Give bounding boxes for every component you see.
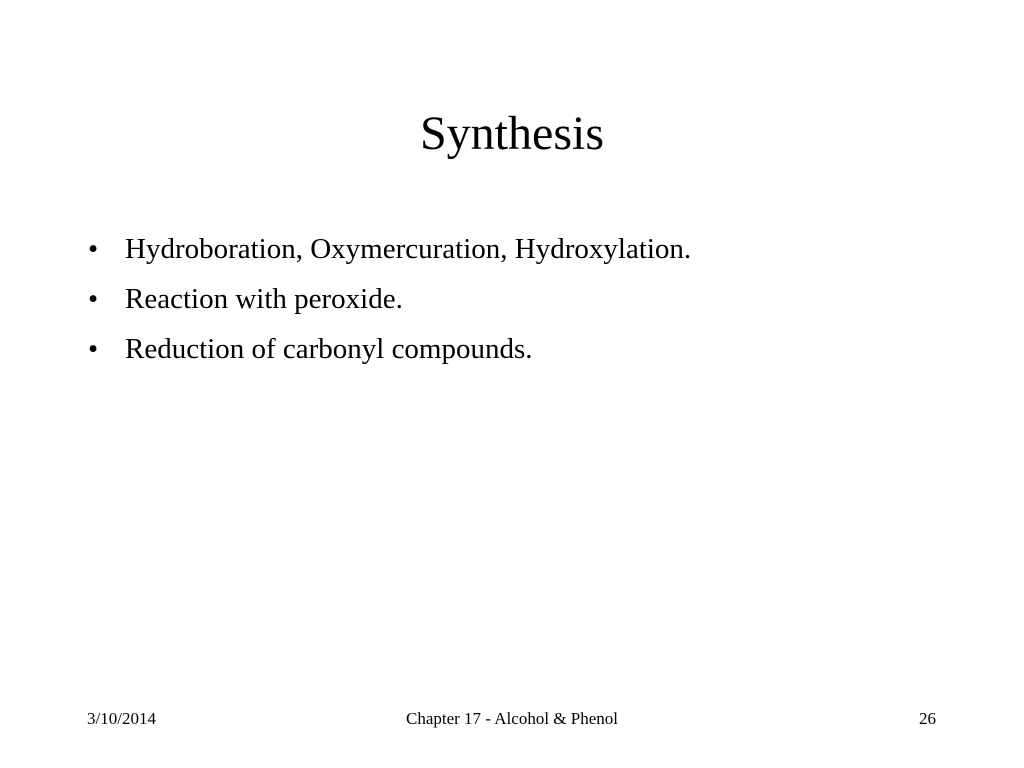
bullet-item [84, 230, 964, 268]
bullet-text: Reduction of carbonyl compounds. [125, 333, 533, 365]
bullet-icon: • [88, 233, 99, 265]
bullet-item [84, 330, 964, 368]
bullet-icon: • [88, 333, 99, 365]
bullet-icon: • [88, 283, 99, 315]
bullet-text: Hydroboration, Oxymercuration, Hydroxylation. [125, 233, 692, 265]
footer-date: 3/10/2014 [87, 709, 156, 728]
footer-page-number: 26 [919, 709, 936, 728]
bullet-item [84, 280, 964, 318]
bullet-list [84, 230, 964, 380]
slide-title: Synthesis [419, 107, 605, 160]
bullet-text: Reaction with peroxide. [125, 283, 403, 315]
footer-chapter-title: Chapter 17 - Alcohol & Phenol [405, 709, 618, 728]
